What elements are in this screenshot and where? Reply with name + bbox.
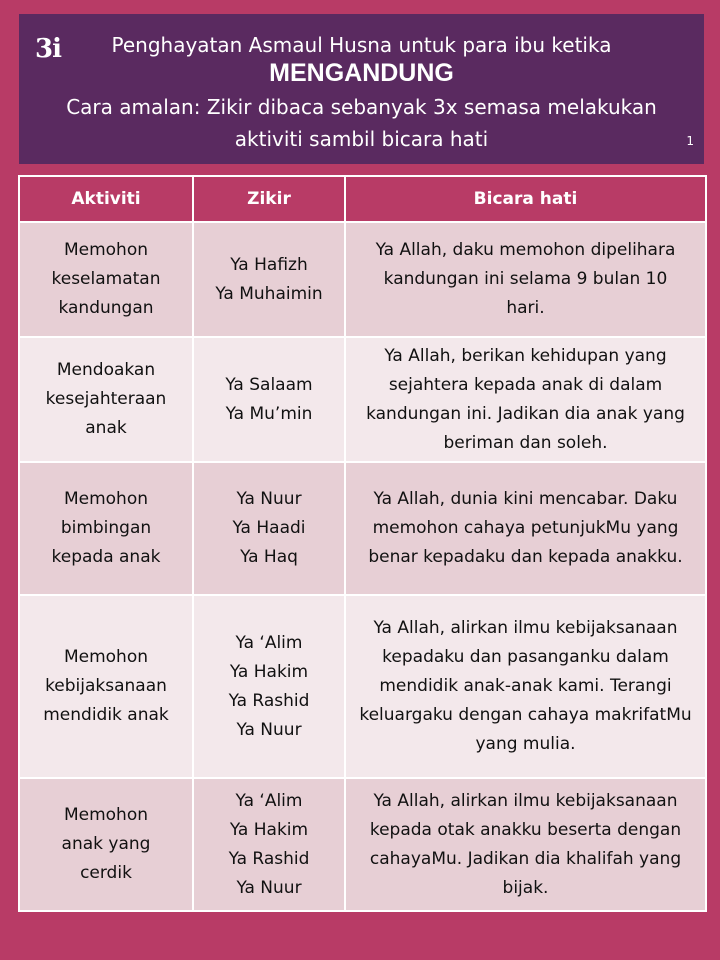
zikir-cell bbox=[193, 462, 345, 595]
logo-3i: 3i bbox=[35, 34, 61, 64]
column-header-aktiviti: Aktiviti bbox=[19, 176, 193, 222]
zikir-cell bbox=[193, 337, 345, 462]
title-banner bbox=[19, 14, 704, 164]
zikir-name: Ya ‘Alim bbox=[235, 632, 303, 653]
zikir-name: Ya Muhaimin bbox=[215, 283, 323, 304]
zikir-name: Ya Rashid bbox=[228, 848, 310, 869]
table-row bbox=[19, 337, 706, 462]
activity-cell: Memohon keselamatan kandungan bbox=[19, 222, 193, 337]
column-header-zikir: Zikir bbox=[193, 176, 345, 222]
table-row bbox=[19, 595, 706, 778]
activity-cell: Mendoakan kesejahteraan anak bbox=[19, 337, 193, 462]
activity-cell: Memohon kebijaksanaan mendidik anak bbox=[19, 595, 193, 778]
zikir-name: Ya Salaam bbox=[225, 374, 313, 395]
activity-cell: Memohon bimbingan kepada anak bbox=[19, 462, 193, 595]
zikir-name: Ya Rashid bbox=[228, 690, 310, 711]
zikir-name: Ya Haadi bbox=[232, 518, 306, 538]
activity-cell: Memohon anak yang cerdik bbox=[19, 778, 193, 911]
zikir-name: Ya Haq bbox=[240, 547, 298, 567]
zikir-name: Ya Nuur bbox=[236, 877, 302, 898]
bicara-hati-cell: Ya Allah, alirkan ilmu kebijaksanaan kepadaku dan pasanganku dalam mendidik anak-anak kami. Terangi keluargaku dengan cahaya makrifatMu yang mulia. bbox=[345, 595, 706, 778]
title-line-1: Penghayatan Asmaul Husna untuk para ibu ketika bbox=[111, 33, 612, 57]
table-row bbox=[19, 462, 706, 595]
zikir-name: Ya ‘Alim bbox=[235, 790, 303, 811]
zikir-name: Ya Hafizh bbox=[230, 254, 308, 275]
zikir-name: Ya Nuur bbox=[236, 489, 302, 509]
table-row bbox=[19, 222, 706, 337]
bicara-hati-cell: Ya Allah, dunia kini mencabar. Daku memohon cahaya petunjukMu yang benar kepadaku dan kepada anakku. bbox=[345, 462, 706, 595]
zikir-name: Ya Nuur bbox=[236, 719, 302, 740]
title-line-2: MENGANDUNG bbox=[269, 59, 454, 87]
table-header-row bbox=[19, 176, 706, 222]
slide-number: 1 bbox=[686, 134, 694, 148]
table-row bbox=[19, 778, 706, 911]
zikir-name: Ya Mu’min bbox=[225, 403, 313, 424]
zikir-cell bbox=[193, 778, 345, 911]
bicara-hati-cell: Ya Allah, alirkan ilmu kebijaksanaan kepada otak anakku beserta dengan cahayaMu. Jadikan dia khalifah yang bijak. bbox=[345, 778, 706, 911]
zikir-name: Ya Hakim bbox=[229, 819, 309, 840]
zikir-name: Ya Hakim bbox=[229, 661, 309, 682]
zikir-table bbox=[18, 175, 707, 912]
zikir-cell bbox=[193, 222, 345, 337]
bicara-hati-cell: Ya Allah, berikan kehidupan yang sejahtera kepada anak di dalam kandungan ini. Jadikan dia anak yang beriman dan soleh. bbox=[345, 337, 706, 462]
column-header-bicara-hati: Bicara hati bbox=[345, 176, 706, 222]
subtitle: Cara amalan: Zikir dibaca sebanyak 3x semasa melakukan aktiviti sambil bicara hati bbox=[66, 95, 657, 151]
zikir-cell bbox=[193, 595, 345, 778]
bicara-hati-cell: Ya Allah, daku memohon dipelihara kandungan ini selama 9 bulan 10 hari. bbox=[345, 222, 706, 337]
